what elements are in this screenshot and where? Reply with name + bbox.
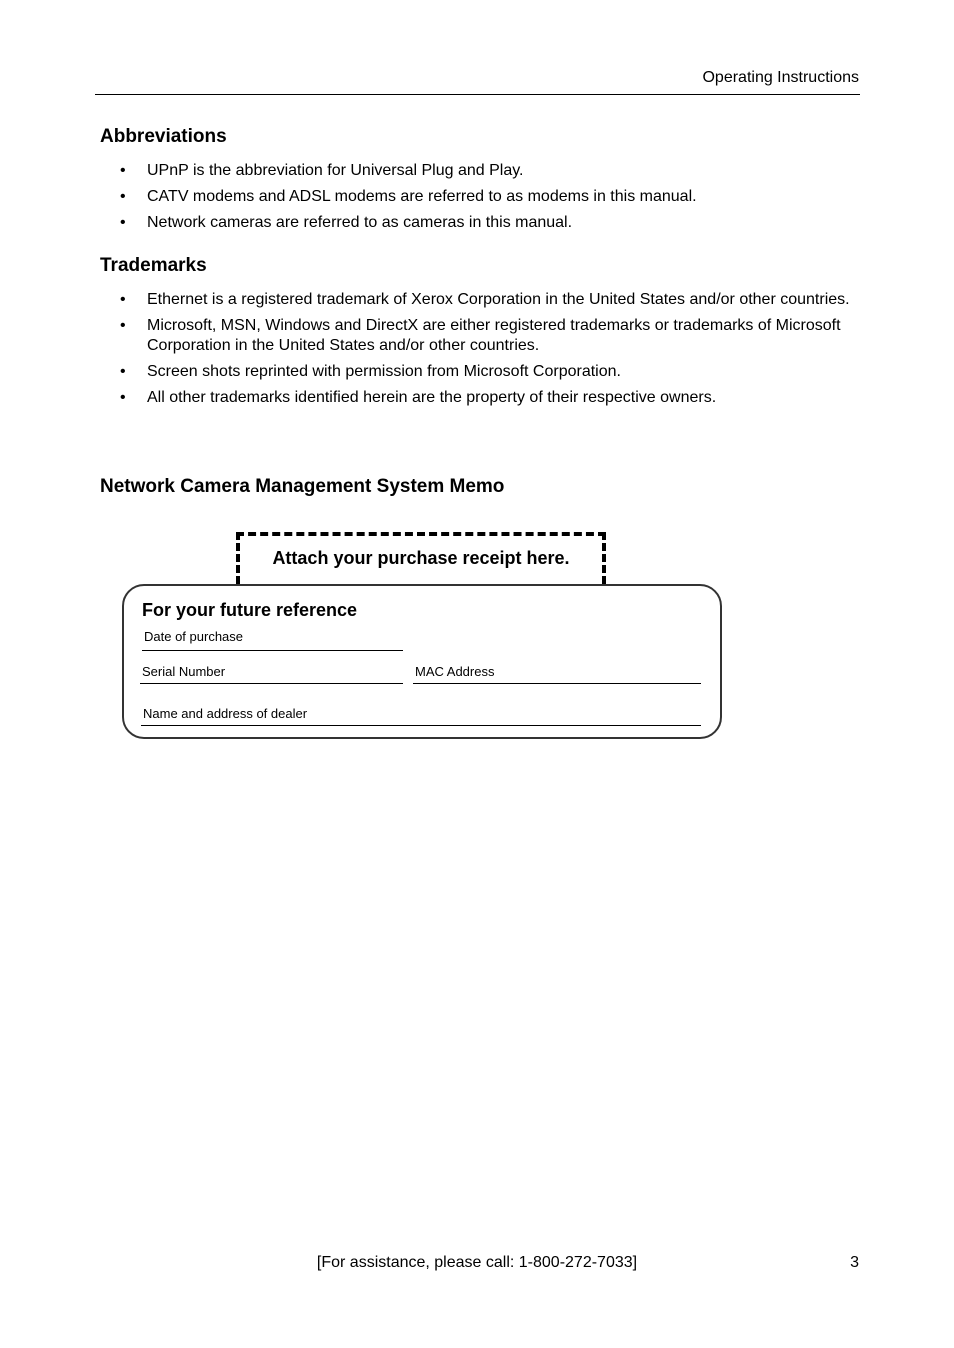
abbreviations-heading: Abbreviations — [100, 126, 227, 147]
dealer-field[interactable]: Name and address of dealer — [141, 706, 701, 726]
assistance-footer: [For assistance, please call: 1-800-272-7033] — [316, 1254, 638, 1271]
date-of-purchase-field[interactable]: Date of purchase — [142, 629, 403, 651]
list-item — [120, 161, 860, 181]
list-item — [120, 213, 860, 233]
list-item-text: CATV modems and ADSL modems are referred to as modems in this manual. — [147, 188, 697, 205]
bullet-icon: • — [120, 214, 126, 231]
list-item-text: All other trademarks identified herein are the property of their respective owners. — [147, 389, 717, 406]
list-item — [120, 362, 860, 382]
bullet-icon: • — [120, 317, 126, 334]
memo-heading: Network Camera Management System Memo — [100, 476, 505, 497]
bullet-icon: • — [120, 389, 126, 406]
serial-number-field[interactable]: Serial Number — [140, 664, 403, 684]
list-item-text: Network cameras are referred to as cameras in this manual. — [147, 214, 573, 231]
page-number: 3 — [850, 1254, 859, 1271]
bullet-icon: • — [120, 291, 126, 308]
bullet-icon: • — [120, 363, 126, 380]
list-item-text: Screen shots reprinted with permission from Microsoft Corporation. — [147, 363, 621, 380]
trademarks-list — [120, 290, 860, 414]
card-title: For your future reference — [142, 600, 358, 620]
list-item-text: UPnP is the abbreviation for Universal Plug and Play. — [147, 162, 524, 179]
bullet-icon: • — [120, 188, 126, 205]
receipt-instruction: Attach your purchase receipt here. — [272, 548, 570, 568]
future-reference-card — [122, 584, 722, 739]
mac-address-field[interactable]: MAC Address — [413, 664, 701, 684]
bullet-icon: • — [120, 162, 126, 179]
running-header: Operating Instructions — [702, 69, 859, 86]
list-item — [120, 187, 860, 207]
list-item — [120, 290, 860, 310]
header-divider — [95, 94, 860, 95]
list-item-text: Ethernet is a registered trademark of Xerox Corporation in the United States and/or other countries. — [147, 291, 850, 308]
receipt-attach-area — [236, 532, 606, 584]
list-item — [120, 388, 860, 408]
list-item — [120, 316, 860, 356]
abbreviations-list — [120, 161, 860, 239]
trademarks-heading: Trademarks — [100, 255, 207, 276]
list-item-text: Microsoft, MSN, Windows and DirectX are either registered trademarks or trademarks of Microsoft Corporation in the United States and/or other countries. — [147, 317, 841, 354]
